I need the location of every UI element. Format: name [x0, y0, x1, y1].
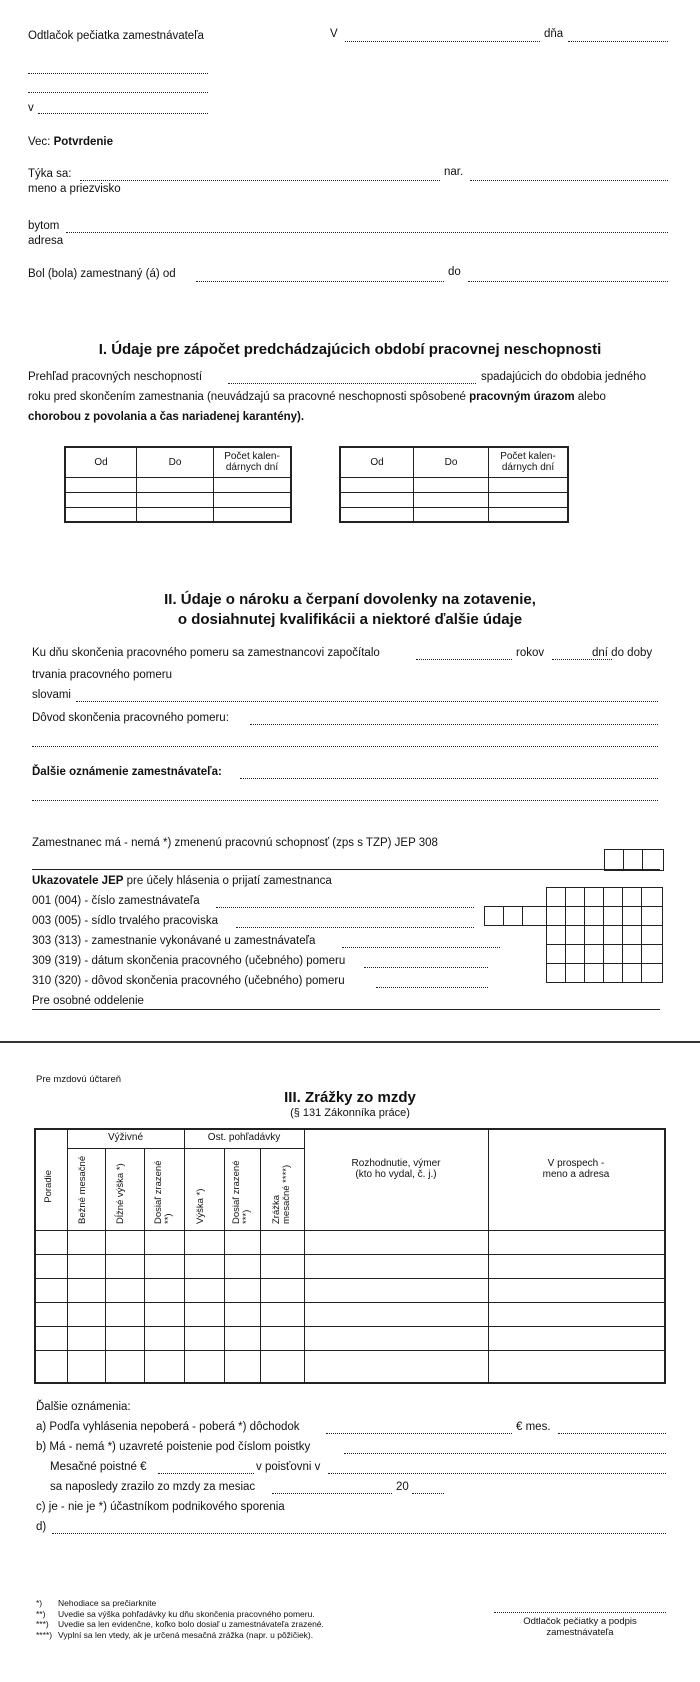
do-label: do	[448, 266, 461, 278]
address-line-2[interactable]	[28, 92, 208, 93]
days-field[interactable]	[552, 659, 612, 660]
signature-line-2: zamestnávateľa	[546, 1627, 614, 1638]
ukazovatele-line	[32, 875, 332, 887]
jep-item-303: 303 (313) - zamestnanie vykonávané u zamestnávateľa	[32, 935, 316, 947]
jep-item-001: 001 (004) - číslo zamestnávateľa	[32, 895, 200, 907]
code-box[interactable]	[641, 963, 663, 983]
cell[interactable]	[414, 507, 489, 522]
col-od: Od	[65, 447, 137, 477]
poistovni-field[interactable]	[328, 1473, 666, 1474]
code-box[interactable]	[546, 925, 566, 945]
mesacne-field[interactable]	[158, 1473, 254, 1474]
code-box[interactable]	[603, 906, 623, 926]
d-field[interactable]	[52, 1533, 666, 1534]
v-label: V	[330, 28, 338, 40]
a-field-2[interactable]	[558, 1433, 666, 1434]
code-box[interactable]	[603, 887, 623, 907]
jep-item-309: 309 (319) - dátum skončenia pracovného (učebného) pomeru	[32, 955, 346, 967]
signature-field[interactable]	[494, 1612, 666, 1613]
col-dosial-2: Dosiaľ zrazené ***)	[231, 1160, 252, 1224]
code-box[interactable]	[622, 944, 642, 964]
jep-field-303[interactable]	[342, 947, 500, 948]
code-box[interactable]	[565, 887, 585, 907]
footnote-4: ****) Vyplní sa len vtedy, ak je určená mesačná zrážka (napr. u pôžičiek).	[36, 1629, 314, 1640]
code-box[interactable]	[641, 944, 663, 964]
rozhodnutie-header: Rozhodnutie, výmer (kto ho vydal, č. j.)	[351, 1158, 441, 1180]
footnotes	[36, 1598, 324, 1640]
dna-label: dňa	[544, 28, 564, 40]
code-box[interactable]	[584, 944, 604, 964]
naposledy-label: sa naposledy zrazilo zo mzdy za mesiac	[50, 1481, 256, 1493]
dalsie-field-2[interactable]	[32, 800, 658, 801]
residence-field[interactable]	[66, 232, 668, 233]
cell[interactable]	[340, 492, 414, 507]
section1-line1b: spadajúcich do obdobia jedného	[481, 371, 646, 383]
cell[interactable]	[214, 477, 292, 492]
ku-dnu-label: Ku dňu skončenia pracovného pomeru sa zamestnancovi započítalo	[32, 647, 380, 659]
code-box[interactable]	[622, 887, 642, 907]
section2-title-2: o dosiahnutej kvalifikácii a niektoré ďalšie údaje	[177, 611, 523, 628]
employed-from-label: Bol (bola) zamestnaný (á) od	[28, 268, 176, 280]
jep-field-003[interactable]	[236, 927, 474, 928]
col-vyska: Výška *)	[195, 1188, 206, 1224]
vec-value: Potvrdenie	[53, 136, 114, 148]
code-box[interactable]	[546, 887, 566, 907]
nar-label: nar.	[444, 166, 464, 178]
slovami-label: slovami	[32, 689, 71, 701]
section3-title: III. Zrážky zo mzdy	[284, 1089, 416, 1106]
incapacity-table-right	[339, 446, 569, 523]
col-od: Od	[340, 447, 414, 477]
osobne-label: Pre osobné oddelenie	[32, 995, 144, 1007]
dalsie-field[interactable]	[240, 778, 658, 779]
code-box[interactable]	[603, 944, 623, 964]
col-pocet: Počet kalen- dárnych dní	[214, 447, 292, 477]
vec-label: Vec:	[28, 136, 51, 148]
a-field[interactable]	[326, 1433, 512, 1434]
cell[interactable]	[65, 477, 137, 492]
cell[interactable]	[414, 477, 489, 492]
a-text: a) Podľa vyhlásenia nepoberá - poberá *) dôchodok	[36, 1421, 300, 1433]
birth-field[interactable]	[470, 180, 668, 181]
ost-header: Ost. pohľadávky	[207, 1132, 281, 1143]
dalsie-oznamenia-label: Ďalšie oznámenia:	[36, 1401, 131, 1413]
code-box[interactable]	[503, 906, 523, 926]
footnote-1: *) Nehodiace sa prečiarknite	[36, 1598, 157, 1608]
a-mes: € mes.	[516, 1421, 551, 1433]
b-text: b) Má - nemá *) uzavreté poistenie pod číslom poistky	[36, 1441, 311, 1453]
poistovni-label: v poisťovni v	[256, 1461, 321, 1473]
code-box[interactable]	[565, 925, 585, 945]
section3-subtitle: (§ 131 Zákonníka práce)	[290, 1107, 410, 1119]
naposledy-field[interactable]	[272, 1493, 392, 1494]
divider	[32, 1009, 660, 1010]
address-line-1[interactable]	[28, 73, 208, 74]
poradie-header: Poradie	[43, 1170, 54, 1203]
code-box[interactable]	[584, 887, 604, 907]
cell[interactable]	[214, 507, 292, 522]
bytom-label: bytom	[28, 220, 60, 232]
signature-block	[494, 1616, 666, 1638]
cell[interactable]	[414, 492, 489, 507]
dni-doby-label: dní do doby	[592, 647, 653, 659]
section2-title-1: II. Údaje o nároku a čerpaní dovolenky na zotavenie,	[164, 591, 536, 608]
code-box[interactable]	[641, 887, 663, 907]
employed-from-field[interactable]	[196, 281, 444, 282]
deductions-table	[34, 1128, 666, 1384]
cell[interactable]	[65, 492, 137, 507]
code-box[interactable]	[641, 906, 663, 926]
code-box[interactable]	[584, 963, 604, 983]
col-pocet: Počet kalen- dárnych dní	[489, 447, 569, 477]
signature-line-1: Odtlačok pečiatky a podpis	[523, 1616, 637, 1627]
date-field[interactable]	[568, 41, 668, 42]
section1-line1a: Prehľad pracovných neschopností	[28, 371, 203, 383]
ukazovatele-rest: pre účely hlásenia o prijatí zamestnanca	[126, 875, 332, 887]
prospech-header: V prospech - meno a adresa	[542, 1158, 610, 1180]
v2-label: v	[28, 102, 34, 114]
rokov-label: rokov	[516, 647, 545, 659]
code-box[interactable]	[565, 944, 585, 964]
code-box[interactable]	[622, 925, 642, 945]
years-field[interactable]	[416, 659, 512, 660]
cell[interactable]	[65, 507, 137, 522]
dovod-field-2[interactable]	[32, 746, 658, 747]
dovod-label: Dôvod skončenia pracovného pomeru:	[32, 712, 229, 724]
incapacity-table-left	[64, 446, 292, 523]
code-box[interactable]	[546, 944, 566, 964]
cell[interactable]	[489, 492, 569, 507]
ukazovatele-label: Ukazovatele JEP	[32, 875, 124, 887]
stamp-label: Odtlačok pečiatka zamestnávateľa	[28, 30, 204, 42]
tyka-label: Týka sa:	[28, 168, 72, 180]
code-box[interactable]	[584, 925, 604, 945]
col-bezne: Bežné mesačné	[77, 1155, 88, 1224]
jep308-box[interactable]	[623, 849, 643, 871]
slovami-field[interactable]	[76, 701, 658, 702]
code-box[interactable]	[622, 906, 642, 926]
code-box[interactable]	[565, 906, 585, 926]
code-box[interactable]	[522, 906, 547, 926]
code-box[interactable]	[484, 906, 504, 926]
jep308-box[interactable]	[604, 849, 624, 871]
c-text: c) je - nie je *) účastníkom podnikového sporenia	[36, 1501, 285, 1513]
cell[interactable]	[340, 507, 414, 522]
code-box[interactable]	[546, 963, 566, 983]
jep-field-310[interactable]	[376, 987, 488, 988]
section1-line2b: pracovným úrazom	[469, 391, 575, 403]
year-field[interactable]	[412, 1493, 444, 1494]
place-field[interactable]	[345, 41, 540, 42]
section1-line2	[28, 391, 606, 403]
code-box[interactable]	[546, 906, 566, 926]
pre-mzdovu-label: Pre mzdovú účtareň	[36, 1074, 122, 1085]
cell[interactable]	[340, 477, 414, 492]
code-box[interactable]	[622, 963, 642, 983]
subject-line	[28, 136, 113, 148]
dalsie-label: Ďalšie oznámenie zamestnávateľa:	[32, 766, 222, 778]
code-box[interactable]	[603, 963, 623, 983]
jep-item-003: 003 (005) - sídlo trvalého pracoviska	[32, 915, 219, 927]
cell[interactable]	[137, 507, 214, 522]
col-do: Do	[414, 447, 489, 477]
col-do: Do	[137, 447, 214, 477]
jep-field-309[interactable]	[364, 967, 488, 968]
meno-label: meno a priezvisko	[28, 183, 121, 195]
section1-line2a: roku pred skončením zamestnania (neuvádzajú sa pracovné neschopnosti spôsobené	[28, 391, 466, 403]
section1-line2c: alebo	[577, 391, 606, 403]
jep308-box[interactable]	[642, 849, 664, 871]
section1-title: I. Údaje pre zápočet predchádzajúcich období pracovnej neschopnosti	[98, 341, 602, 358]
vyzivne-header: Výživné	[107, 1132, 143, 1143]
name-field[interactable]	[80, 180, 440, 181]
page-separator	[0, 1041, 700, 1043]
trvania-label: trvania pracovného pomeru	[32, 669, 172, 681]
code-box[interactable]	[603, 925, 623, 945]
cell[interactable]	[489, 507, 569, 522]
b-field[interactable]	[344, 1453, 666, 1454]
section1-line3: chorobou z povolania a čas nariadenej karantény).	[28, 411, 305, 423]
cell[interactable]	[137, 477, 214, 492]
code-box[interactable]	[641, 925, 663, 945]
footnote-2: **) Uvedie sa výška pohľadávky ku dňu skončenia pracovného pomeru.	[36, 1608, 315, 1619]
col-dlzne: Dĺžné výška *)	[115, 1163, 126, 1224]
cell[interactable]	[489, 477, 569, 492]
d-text: d)	[36, 1521, 47, 1533]
dovod-field[interactable]	[250, 724, 658, 725]
jep-item-310: 310 (320) - dôvod skončenia pracovného (učebného) pomeru	[32, 975, 345, 987]
adresa-label: adresa	[28, 235, 64, 247]
cell[interactable]	[137, 492, 214, 507]
zmeneny-label: Zamestnanec má - nemá *) zmenenú pracovnú schopnosť (zps s TZP) JEP 308	[32, 837, 438, 849]
col-dosial-1: Dosiaľ zrazené **)	[153, 1160, 174, 1224]
year-label: 20	[396, 1481, 409, 1493]
code-box[interactable]	[565, 963, 585, 983]
col-zrazka: Zrážka mesačné ****)	[271, 1164, 292, 1224]
cell[interactable]	[214, 492, 292, 507]
footnote-3: ***) Uvedie sa len evidenčne, koľko bolo dosiaľ u zamestnávateľa zrazené.	[36, 1619, 324, 1629]
mesacne-label: Mesačné poistné €	[50, 1461, 147, 1473]
incapacity-field[interactable]	[228, 383, 476, 384]
code-box[interactable]	[584, 906, 604, 926]
divider	[32, 869, 660, 870]
address-line-3[interactable]	[38, 113, 208, 114]
jep-field-001[interactable]	[216, 907, 474, 908]
employed-to-field[interactable]	[468, 281, 668, 282]
